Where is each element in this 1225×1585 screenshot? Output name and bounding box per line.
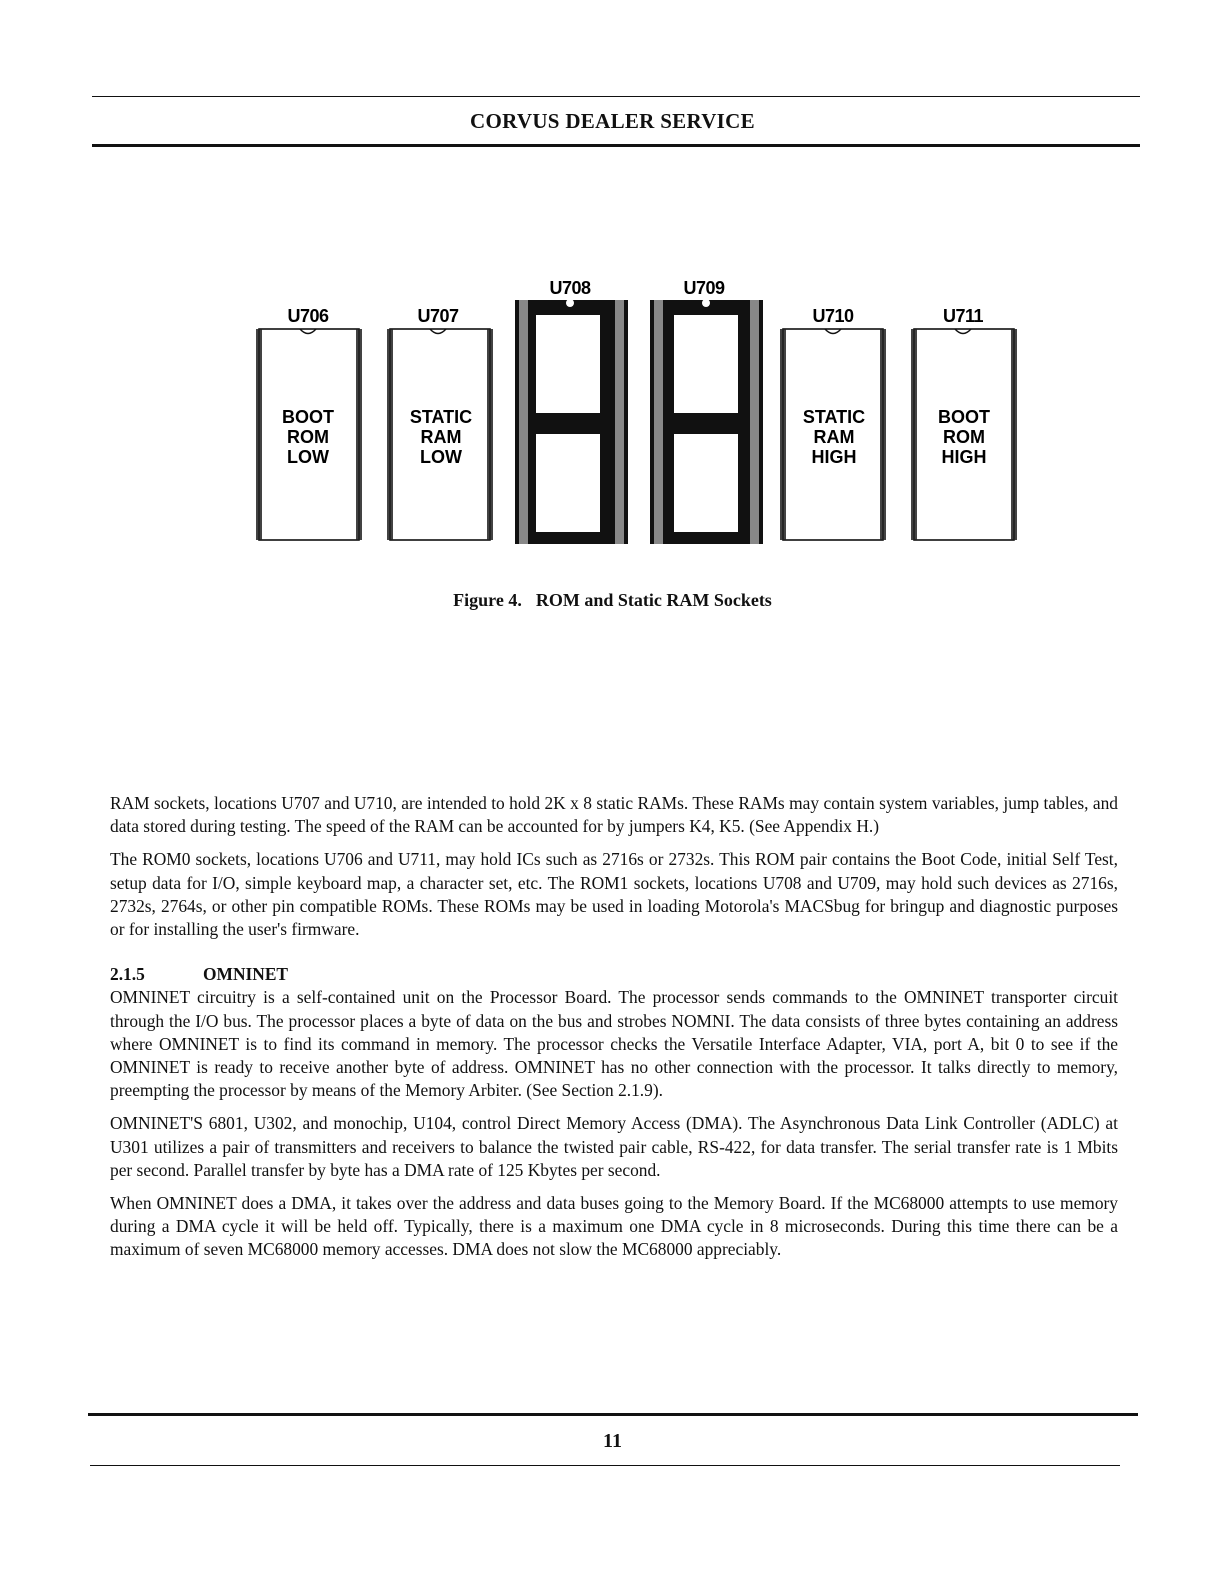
socket-u709-label: U709 [683,278,725,298]
socket-u711-line-1: BOOT [938,407,990,427]
socket-u710-label: U710 [812,306,854,326]
socket-u710-line-1: STATIC [802,407,866,427]
socket-u710 [780,306,886,540]
socket-u707-label: U707 [417,306,459,326]
socket-u708-label: U708 [549,278,591,298]
paragraph-ram-sockets: RAM sockets, locations U707 and U710, are intended to hold 2K x 8 static RAMs. These RAMs may contain system variables, jump tables, and data stored during testing. The speed of the RAM can be accounted for by jumpers K4, K5. (See Appendix H.) [110,793,1118,837]
socket-u707 [387,306,493,540]
footer-bottom-rule [90,1465,1120,1466]
socket-u709 [650,278,763,544]
page-header-title: CORVUS DEALER SERVICE [470,109,755,133]
figure-caption [0,590,1225,611]
page-number: 11 [603,1430,622,1452]
paragraph-omninet-timing: When OMNINET does a DMA, it takes over the address and data buses going to the Memory Board. If the MC68000 attempts to use memory during a DMA cycle it will be held off. Typically, there is a maximum one DMA cycle in 8 microseconds. During this time there can be a maximum of seven MC68000 memory accesses. DMA does not slow the MC68000 appreciably. [110,1193,1118,1260]
socket-u711-line-3: HIGH [941,447,987,467]
footer-top-rule [88,1413,1138,1416]
socket-u706-label: U706 [287,306,329,326]
figure-caption-text: ROM and Static RAM Sockets [535,590,772,610]
socket-figure [0,270,1225,560]
socket-u707-line-1: STATIC [409,407,473,427]
section-heading-omninet [110,963,1118,986]
socket-u710-line-3: HIGH [811,447,857,467]
socket-u707-line-2: RAM [420,427,462,447]
socket-u711-label: U711 [942,306,984,326]
section-number: 2.1.5 [110,964,145,985]
socket-u706-line-3: LOW [287,447,329,467]
section-title: OMNINET [203,964,289,985]
socket-u706-line-1: BOOT [282,407,334,427]
paragraph-omninet-dma: OMNINET'S 6801, U302, and monochip, U104, control Direct Memory Access (DMA). The Asynchronous Data Link Controller (ADLC) at U301 utilizes a pair of transmitters and receivers to balance the twisted pair cable, RS-422, for data transfer. The serial transfer rate is 1 Mbits per second. Parallel transfer by byte has a DMA rate of 125 Kbytes per second. [110,1113,1118,1180]
socket-u711 [911,306,1017,540]
socket-diagram [0,270,1225,560]
socket-u711-line-2: ROM [943,427,985,447]
paragraph-omninet-circuitry: OMNINET circuitry is a self-contained unit on the Processor Board. The processor sends commands to the OMNINET transporter circuit through the I/O bus. The processor places a byte of data on the bus and strobes NOMNI. The data consists of three bytes containing an address where OMNINET is to find its command in memory. The processor checks the Versatile Interface Adapter, VIA, port A, bit 0 to see if the OMNINET is ready to receive another byte of address. OMNINET has no other connection with the processor. It talks directly to memory, preempting the processor by means of the Memory Arbiter. (See Section 2.1.9). [110,987,1118,1101]
header-top-rule [92,96,1140,97]
header-bottom-rule [92,144,1140,147]
figure-caption-number: Figure 4. [453,590,522,610]
socket-u707-line-3: LOW [420,447,462,467]
paragraph-rom-sockets: The ROM0 sockets, locations U706 and U711, may hold ICs such as 2716s or 2732s. This ROM pair contains the Boot Code, initial Self Test, setup data for I/O, simple keyboard map, a character set, etc. The ROM1 sockets, locations U708 and U709, may hold such devices as 2716s, 2732s, 2764s, or other pin compatible ROMs. These ROMs may be used in loading Motorola's MACSbug for bringup and diagnostic purposes or for installing the user's firmware. [110,849,1118,940]
socket-u710-line-2: RAM [813,427,855,447]
body-text [110,792,1118,1272]
socket-u706-line-2: ROM [287,427,329,447]
socket-u708 [515,278,628,544]
socket-u706 [256,306,362,540]
